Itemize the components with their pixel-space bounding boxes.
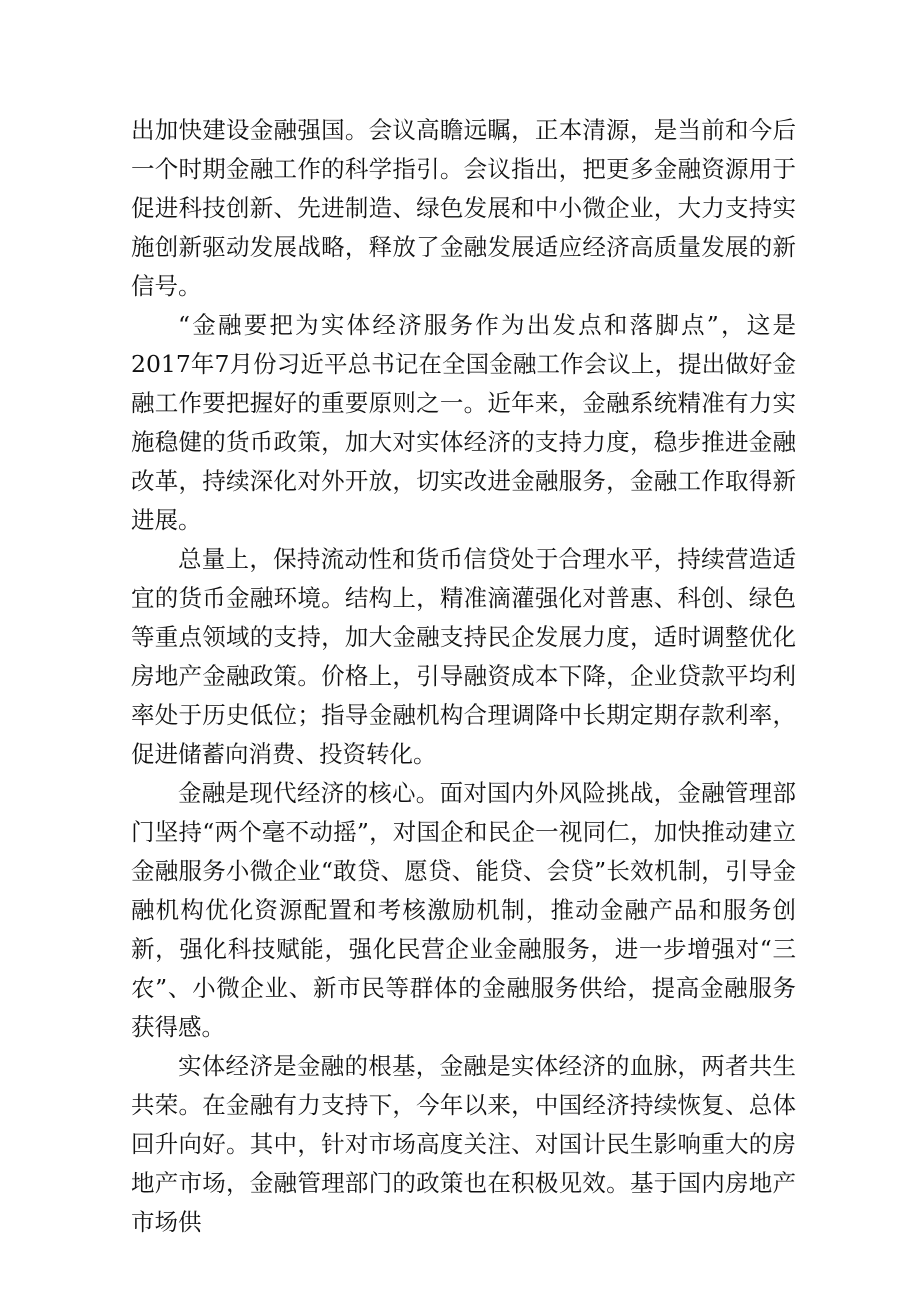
paragraph-5: 实体经济是金融的根基，金融是实体经济的血脉，两者共生共荣。在金融有力支持下，今年以来，中国经济持续恢复、总体回升向好。其中，针对市场高度关注、对国计民生影响重大的房地产市场，金融管理部门的政策也在积极见效。基于国内房地产市场供: [131, 1052, 796, 1236]
paragraph-1: 出加快建设金融强国。会议高瞻远瞩，正本清源，是当前和今后一个时期金融工作的科学指引。会议指出，把更多金融资源用于促进科技创新、先进制造、绿色发展和中小微企业，大力支持实施创新驱动发展战略，释放了金融发展适应经济高质量发展的新信号。: [131, 116, 796, 300]
paragraph-4: 金融是现代经济的核心。面对国内外风险挑战，金融管理部门坚持“两个毫不动摇”，对国企和民企一视同仁，加快推动建立金融服务小微企业“敢贷、愿贷、能贷、会贷”长效机制，引导金融机构优化资源配置和考核激励机制，推动金融产品和服务创新，强化科技赋能，强化民营企业金融服务，进一步增强对“三农”、小微企业、新市民等群体的金融服务供给，提高金融服务获得感。: [131, 779, 796, 1041]
paragraph-3: 总量上，保持流动性和货币信贷处于合理水平，持续营造适宜的货币金融环境。结构上，精准滴灌强化对普惠、科创、绿色等重点领域的支持，加大金融支持民企发展力度，适时调整优化房地产金融政策。价格上，引导融资成本下降，企业贷款平均利率处于历史低位；指导金融机构合理调降中长期定期存款利率，促进储蓄向消费、投资转化。: [131, 545, 796, 768]
paragraph-2: “金融要把为实体经济服务作为出发点和落脚点”，这是2017年7月份习近平总书记在全国金融工作会议上，提出做好金融工作要把握好的重要原则之一。近年来，金融系统精准有力实施稳健的货币政策，加大对实体经济的支持力度，稳步推进金融改革，持续深化对外开放，切实改进金融服务，金融工作取得新进展。: [131, 311, 796, 534]
document-body: [131, 111, 796, 1242]
